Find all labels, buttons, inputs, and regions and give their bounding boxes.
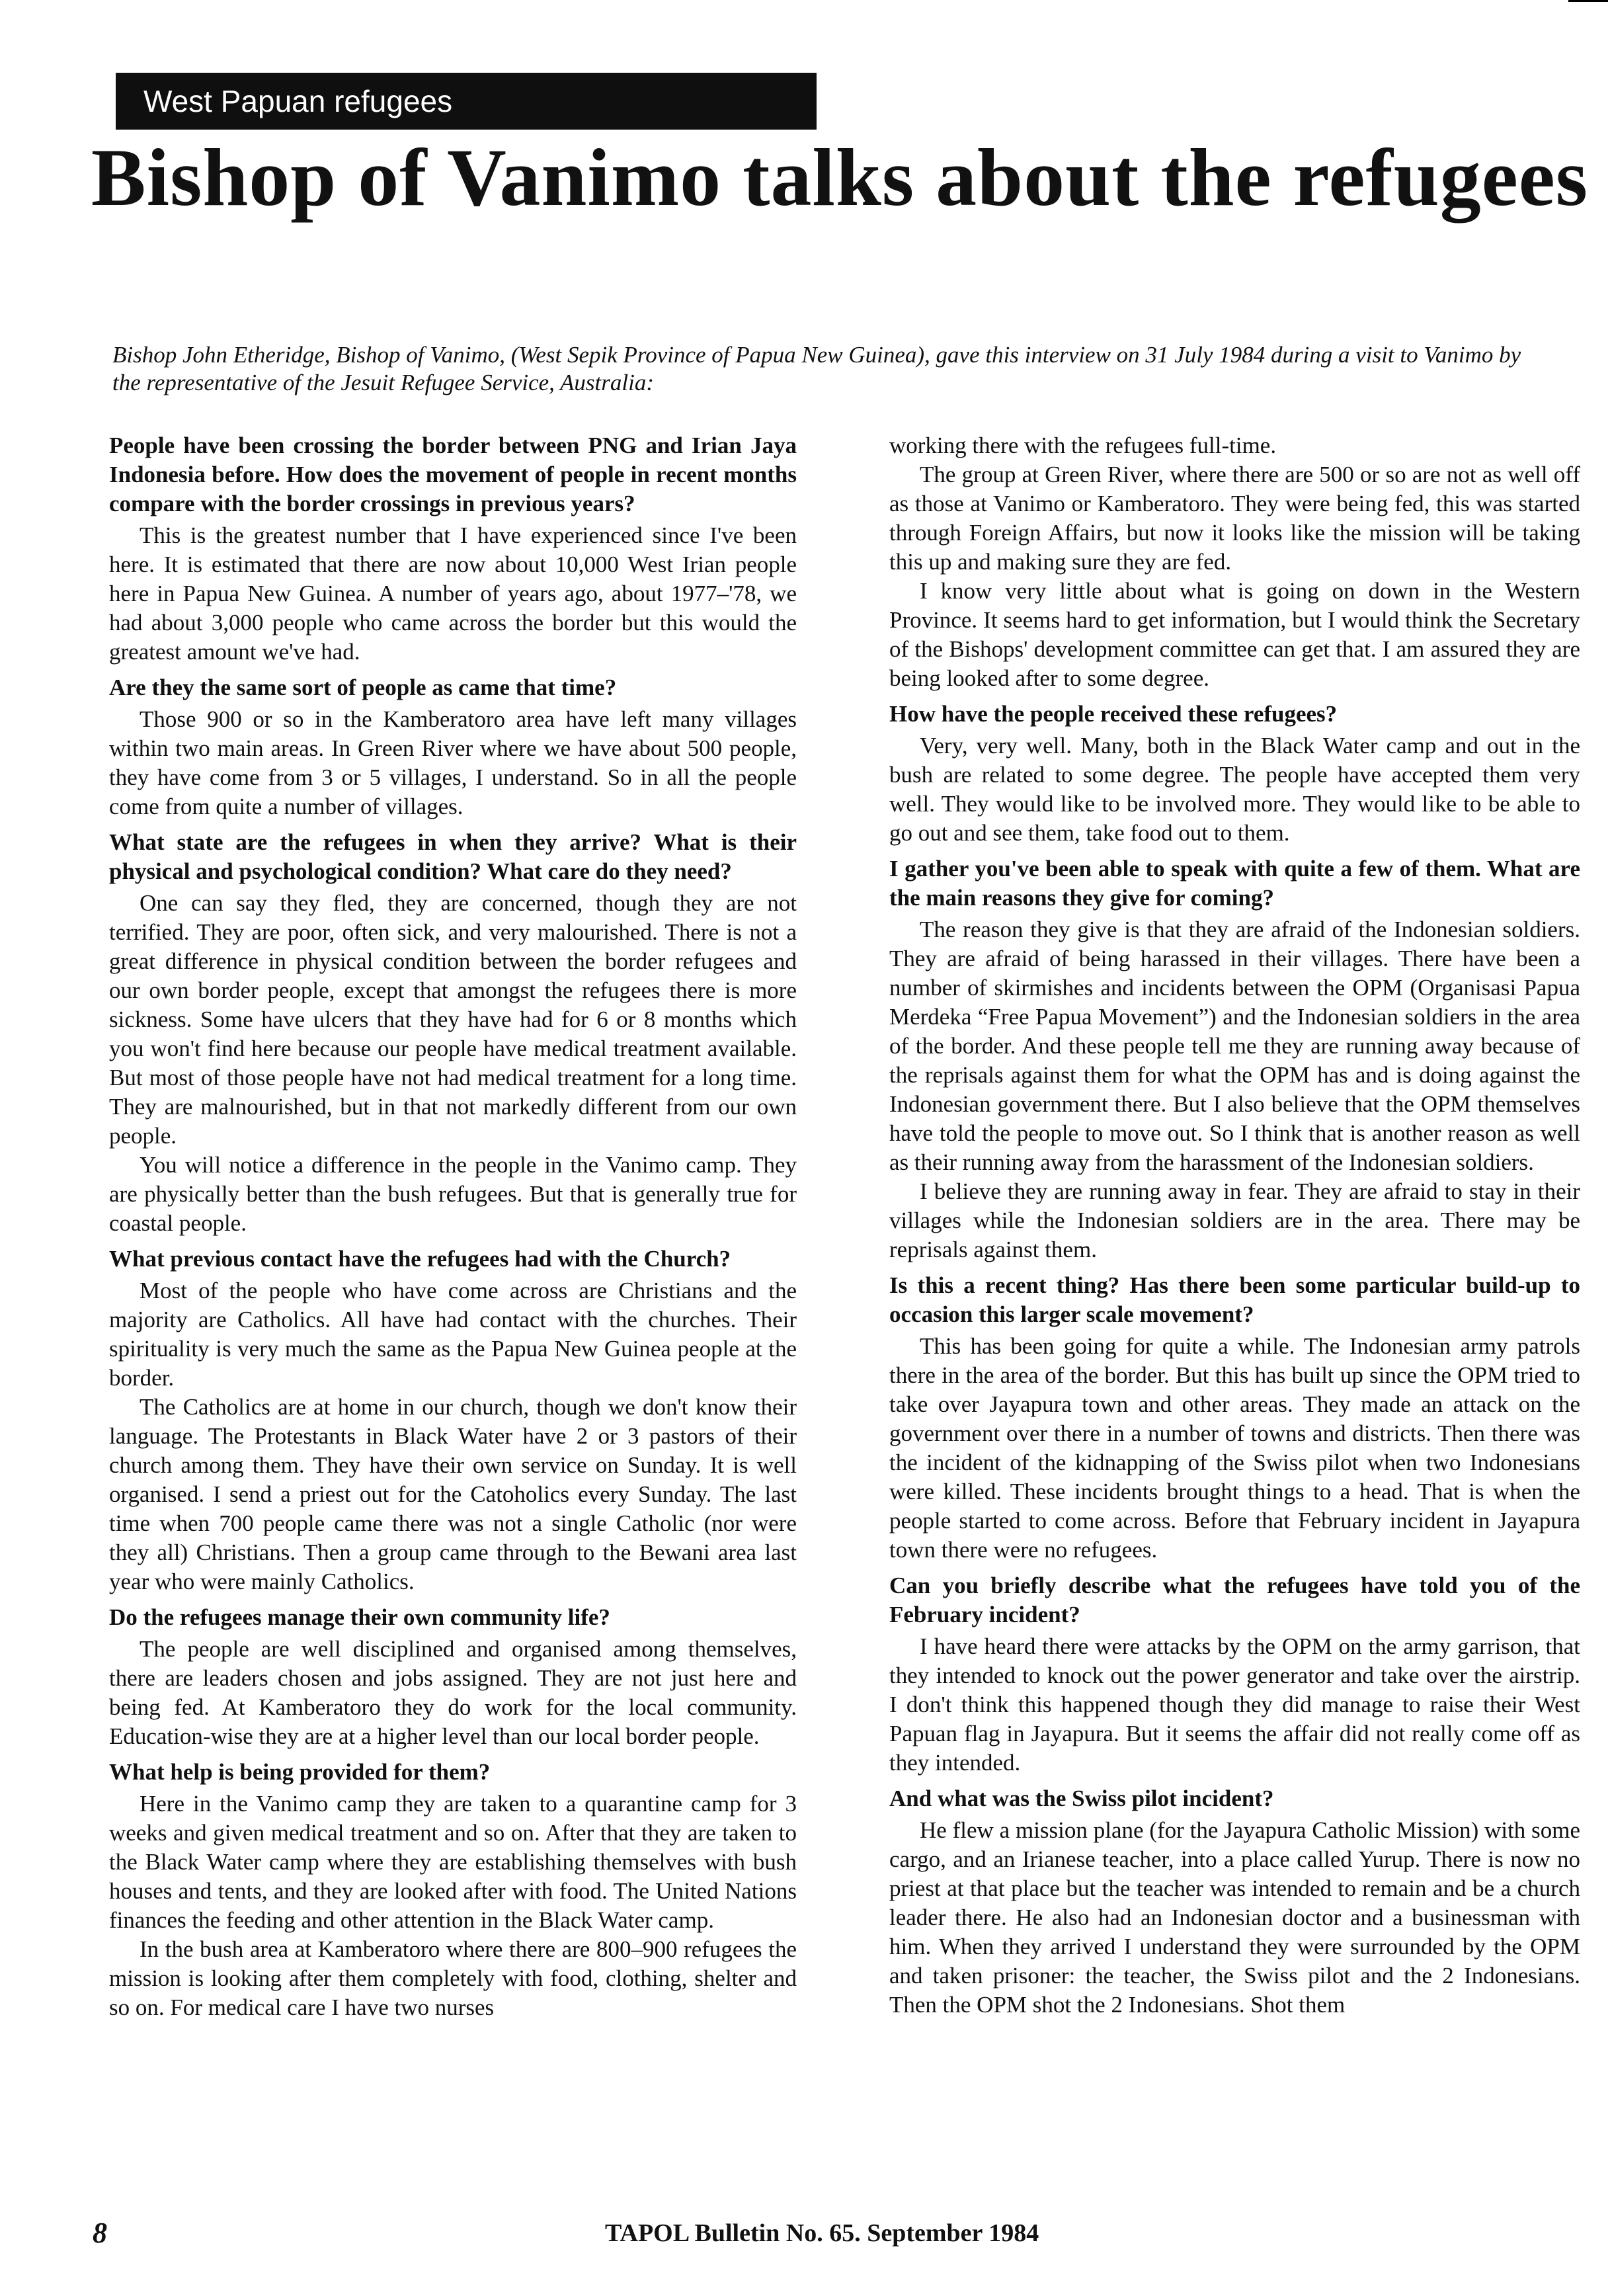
answer-paragraph: In the bush area at Kamberatoro where there are 800–900 refugees the mission is looking after them completely with food, clothing, shelter and so on. For medical care I have two nurses (109, 1936, 797, 2020)
answer-paragraph: I know very little about what is going on down in the Western Province. It seems hard to get information, but I would think the Secretary of the Bishops' development committee can get that. I am assured they are being looked after to some degree. (889, 578, 1580, 691)
question: What help is being provided for them? (109, 1759, 491, 1785)
answer-paragraph: He flew a mission plane (for the Jayapura Catholic Mission) with some cargo, and an Irianese teacher, into a place called Yurup. There is now no priest at that place but the teacher was intended to remain and be a church leader there. He also had an Indonesian doctor and a businessman with him. When they arrived I understand they were surrounded by the OPM and taken prisoner: the teacher, the Swiss pilot and the 2 Indonesians. Then the OPM shot the 2 Indonesians. Shot them (889, 1817, 1580, 2018)
question: People have been crossing the border between PNG and Irian Jaya Indonesia before. How does the movement of people in recent months compare with the border crossings in previous years? (109, 432, 797, 516)
publication-citation: TAPOL Bulletin No. 65. September 1984 (605, 2219, 1039, 2247)
question: And what was the Swiss pilot incident? (889, 1785, 1274, 1811)
page-edge-mark (1568, 0, 1608, 2)
answer-paragraph: Those 900 or so in the Kamberatoro area have left many villages within two main areas. In Green River where we have about 500 people, they have come from 3 or 5 villages, I understand. So in all the people come from quite a number of villages. (109, 706, 797, 819)
answer-paragraph: This is the greatest number that I have experienced since I've been here. It is estimated that there are now about 10,000 West Irian people here in Papua New Guinea. A number of years ago, about 1977–'78, we had about 3,000 people who came across the border but this would the greatest amount we've had. (109, 522, 797, 665)
question: How have the people received these refugees? (889, 701, 1338, 727)
answer-paragraph: This has been going for quite a while. The Indonesian army patrols there in the area of the border. But this has built up since the OPM tried to take over Jayapura town and other areas. They made an attack on the government over there in a number of towns and districts. Then there was the incident of the kidnapping of the Swiss pilot when two Indonesians were killed. These incidents brought things to a head. That is when the people started to come across. Before that February incident in Jayapura town there were no refugees. (889, 1333, 1580, 1563)
left-column (109, 431, 797, 2022)
question: I gather you've been able to speak with quite a few of them. What are the main reasons they give for coming? (889, 856, 1580, 911)
article-title: Bishop of Vanimo talks about the refugees (91, 132, 1589, 223)
answer-paragraph: Most of the people who have come across are Christians and the majority are Catholics. All have had contact with the churches. Their spirituality is very much the same as the Papua New Guinea people at the border. (109, 1278, 797, 1391)
answer-paragraph: You will notice a difference in the people in the Vanimo camp. They are physically better than the bush refugees. But that is generally true for coastal people. (109, 1152, 797, 1236)
answer-paragraph: working there with the refugees full-time. (889, 432, 1277, 458)
page-number: 8 (93, 2217, 107, 2249)
question: Do the refugees manage their own community life? (109, 1604, 610, 1630)
question: Are they the same sort of people as came that time? (109, 675, 617, 700)
answer-paragraph: The group at Green River, where there are 500 or so are not as well off as those at Vanimo or Kamberatoro. They were being fed, this was started through Foreign Affairs, but now it looks like the mission will be taking this up and making sure they are fed. (889, 462, 1580, 575)
answer-paragraph: The Catholics are at home in our church, though we don't know their language. The Protestants in Black Water have 2 or 3 pastors of their church among them. They have their own service on Sunday. It is well organised. I send a priest out for the Catoholics every Sunday. The last time when 700 people came there was not a single Catholic (nor were they all) Christians. Then a group came through to the Bewani area last year who were mainly Catholics. (109, 1394, 797, 1594)
article-intro: Bishop John Etheridge, Bishop of Vanimo, (West Sepik Province of Papua New Guinea), gave this interview on 31 July 1984 during a visit to Vanimo by the representative of the Jesuit Refugee Service, Australia: (112, 342, 1521, 395)
answer-paragraph: The people are well disciplined and organised among themselves, there are leaders chosen and jobs assigned. They are not just here and being fed. At Kamberatoro they do work for the local community. Education-wise they are at a higher level than our local border people. (109, 1636, 797, 1749)
section-banner: West Papuan refugees (116, 73, 817, 130)
answer-paragraph: The reason they give is that they are afraid of the Indonesian soldiers. They are afraid of being harassed in their villages. There have been a number of skirmishes and incidents between the OPM (Organisasi Papua Merdeka “Free Papua Movement”) and the Indonesian soldiers in the area of the border. And these people tell me they are running away because of the reprisals against them for what the OPM has and is doing against the Indonesian government there. But I also believe that the OPM themselves have told the people to move out. So I think that is another reason as well as their running away from the harassment of the Indonesian soldiers. (889, 917, 1580, 1175)
answer-paragraph: I have heard there were attacks by the OPM on the army garrison, that they intended to knock out the power generator and take over the airstrip. I don't think this happened though they did manage to raise their West Papuan flag in Jayapura. But it seems the affair did not really come off as they intended. (889, 1633, 1580, 1776)
question: What state are the refugees in when they arrive? What is their physical and psychological condition? What care do they need? (109, 829, 797, 884)
question: Can you briefly describe what the refugees have told you of the February incident? (889, 1573, 1580, 1627)
right-column (889, 431, 1580, 2020)
question: Is this a recent thing? Has there been some particular build-up to occasion this larger scale movement? (889, 1272, 1580, 1327)
question: What previous contact have the refugees had with the Church? (109, 1246, 731, 1272)
answer-paragraph: One can say they fled, they are concerned, though they are not terrified. They are poor, often sick, and very malourished. There is not a great difference in physical condition between the border refugees and our own border people, except that amongst the refugees there is more sickness. Some have ulcers that they have had for 6 or 8 months which you won't find here because our people have medical treatment available. But most of those people have not had medical treatment for a long time. They are malnourished, but in that not markedly different from our own people. (109, 890, 797, 1149)
answer-paragraph: I believe they are running away in fear. They are afraid to stay in their villages while the Indonesian soldiers are in the area. There may be reprisals against them. (889, 1178, 1580, 1262)
answer-paragraph: Here in the Vanimo camp they are taken to a quarantine camp for 3 weeks and given medical treatment and so on. After that they are taken to the Black Water camp where they are establishing themselves with bush houses and tents, and they are looked after with food. The United Nations finances the feeding and other attention in the Black Water camp. (109, 1791, 797, 1933)
answer-paragraph: Very, very well. Many, both in the Black Water camp and out in the bush are related to some degree. The people have accepted them very well. They would like to be involved more. They would like to be able to go out and see them, take food out to them. (889, 733, 1580, 846)
